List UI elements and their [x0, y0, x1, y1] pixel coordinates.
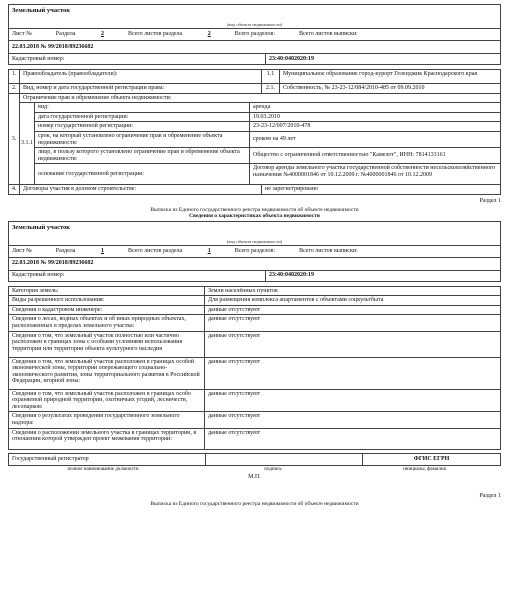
table-row — [9, 429, 500, 449]
row-value: Собственность, № 23-23-12/084/2010-485 от 09.09.2010 — [279, 84, 500, 93]
restriction-value: 19.03.2010 — [249, 113, 500, 122]
section-number: 1 — [100, 247, 104, 254]
name-caption: инициалы, фамилия — [403, 466, 446, 472]
row-number: 3. — [11, 135, 17, 142]
sheet-info — [9, 29, 500, 40]
rights-table — [8, 69, 501, 195]
section-label: Раздела — [55, 31, 76, 38]
restriction-subnumber: 3.1.1 — [21, 140, 33, 147]
row-value: данные отсутствуют — [204, 358, 500, 389]
table-row — [9, 358, 500, 390]
table-row — [9, 287, 500, 297]
signature-labels — [8, 467, 501, 473]
row-value: данные отсутствуют — [204, 390, 500, 412]
total-sections-label: Всего разделов: — [234, 247, 276, 254]
total-section-value: 2 — [207, 31, 211, 38]
section-number: 2 — [100, 31, 104, 38]
cadastral-label: Кадастровый номер: — [9, 271, 266, 281]
row-value: данные отсутствуют — [204, 412, 500, 427]
table-row — [9, 332, 500, 358]
page1-header — [8, 4, 501, 65]
row-value: данные отсутствуют — [204, 332, 500, 357]
row-subnumber: 1.1 — [261, 70, 279, 83]
cadastral-row — [9, 270, 500, 281]
cadastral-value: 23:40:0402020:19 — [269, 55, 314, 62]
table-row — [9, 185, 500, 194]
row-label: Виды разрешенного использования: — [12, 297, 105, 304]
restriction-value: сроком на 49 лет — [249, 132, 500, 147]
row-label: Сведения о том, что земельный участок полностью или частично расположен в границах зоны с особыми условиями использования территории или территории объекта культурного наследия — [12, 332, 183, 352]
sheet-info — [9, 246, 500, 257]
table-row — [9, 70, 500, 84]
restriction-value: Договор аренды земельного участка государственной собственности несельскохозяйственного назначения №4000001846 от 10.12.2009 г. №4000001846 от 10.12.2009 — [249, 164, 500, 184]
section-marker: Раздел 1 — [479, 492, 501, 499]
row-label: Сведения о том, что земельный участок расположен в границах особо охраняемой природной территории, охотничьих угодий, лесничеств, лесопарков: — [12, 390, 191, 410]
total-extract-label: Всего листов выписки: — [299, 31, 358, 38]
cadastral-row — [9, 53, 500, 64]
registrar-position: Государственный регистратор — [9, 454, 206, 465]
table-row — [9, 315, 500, 331]
signature-block — [8, 453, 501, 466]
total-section-label: Всего листов раздела — [127, 31, 183, 38]
row-value: Для размещения комплекса апартаментов с объектами соцкультбыта — [204, 296, 500, 305]
row-label: Правообладатель (правообладатели): — [19, 70, 261, 83]
page2-header — [8, 221, 501, 282]
row-label: Категория земель: — [12, 287, 59, 294]
row-label: Сведения о том, что земельный участок расположен в границах особой экономической зоны, территории опережающего социально-экономического развития, зоны территориального развития в Российской Федерации, игорной зоны: — [12, 358, 200, 385]
registrar-org: ФГИС ЕГРН — [413, 455, 450, 462]
object-subtitle: (вид объекта недвижимости) — [226, 238, 283, 244]
row-label: Вид, номер и дата государственной регистрации права: — [19, 84, 261, 93]
row-number: 4. — [12, 186, 17, 193]
row-value: Земли населённых пунктов — [204, 287, 500, 296]
sheet-number-label: Лист № — [12, 247, 32, 254]
restriction-label: основание государственной регистрации: — [38, 171, 144, 178]
row-value: данные отсутствуют — [204, 315, 500, 330]
date-number: 22.03.2018 № 99/2018/89236682 — [9, 257, 500, 270]
total-sections-label: Всего разделов: — [234, 31, 276, 38]
restriction-value: Общество с ограниченной ответственностью "Камелот", ИНН: 7814133161 — [249, 148, 500, 163]
row-value: данные отсутствуют — [204, 429, 500, 449]
table-row — [9, 412, 500, 428]
restriction-label: дата государственной регистрации: — [38, 113, 129, 120]
date-number: 22.03.2018 № 99/2018/89236682 — [9, 40, 500, 53]
row-value: данные отсутствуют — [204, 306, 500, 315]
row-number: 1. — [12, 71, 17, 77]
restriction-block — [9, 94, 500, 186]
table-row — [9, 390, 500, 413]
restriction-value: 23-23-12/007/2010-478 — [249, 122, 500, 131]
signature-caption: подпись — [264, 466, 282, 472]
row-label: Сведения о результатах проведения государственного земельного надзора: — [12, 413, 180, 426]
section-label: Раздела — [55, 247, 76, 254]
characteristics-table — [8, 286, 501, 450]
row-value: не зарегистрировано — [261, 185, 500, 194]
extract-caption: Выписка из Единого государственного реестра недвижимости об объекте недвижимости — [150, 206, 359, 213]
cadastral-label: Кадастровый номер: — [9, 54, 266, 64]
restriction-label: срок, на который установлено ограничение прав и обременение объекта недвижимости: — [38, 132, 223, 146]
row-label: Сведения о кадастровом инженере: — [12, 306, 103, 313]
restriction-label: вид: — [38, 104, 49, 111]
total-extract-label: Всего листов выписки: — [299, 247, 358, 254]
object-subtitle: (вид объекта недвижимости) — [226, 22, 283, 28]
restriction-value: аренда — [249, 103, 500, 112]
row-number: 2. — [12, 85, 17, 91]
position-caption: полное наименование должности — [67, 466, 139, 472]
sheet-number-label: Лист № — [12, 31, 32, 38]
table-row — [9, 296, 500, 306]
restriction-label: номер государственной регистрации: — [38, 123, 133, 130]
object-title: Земельный участок — [12, 223, 71, 231]
stamp-place: М.П. — [248, 474, 261, 481]
total-section-label: Всего листов раздела — [127, 247, 183, 254]
total-section-value: 1 — [207, 247, 211, 254]
row-subnumber: 2.1. — [261, 84, 279, 93]
section-title: Сведения о характеристиках объекта недвижимости — [189, 212, 320, 219]
extract-caption: Выписка из Единого государственного реестра недвижимости об объекте недвижимости — [150, 501, 359, 508]
row-value: Муниципальное образование город-курорт Геленджик Краснодарского края — [279, 70, 500, 83]
section-marker: Раздел 1 — [479, 197, 501, 204]
cadastral-value: 23:40:0402020:19 — [269, 272, 314, 279]
table-row — [9, 84, 500, 94]
object-title: Земельный участок — [12, 7, 71, 14]
row-label: Сведения о лесах, водных объектах и об иных природных объектах, расположенных в пределах земельного участка: — [12, 316, 186, 329]
restriction-label: лицо, в пользу которого установлено ограничение прав и обременение объекта недвижимости: — [38, 149, 240, 162]
row-label: Договоры участия в долевом строительстве: — [19, 185, 261, 194]
signature-field — [206, 454, 363, 465]
restriction-title: Ограничение прав и обременение объекта недвижимости: — [20, 94, 500, 104]
table-row — [9, 306, 500, 316]
row-label: Сведения о расположении земельного участка в границах территории, в отношении которой утвержден проект межевания территории: — [12, 429, 197, 443]
